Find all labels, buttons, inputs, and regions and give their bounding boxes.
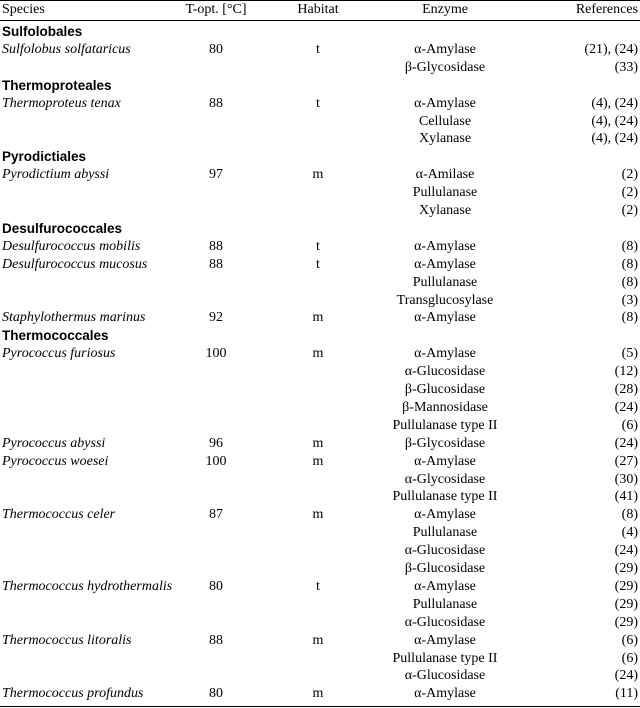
- references-cell: (11): [615, 686, 638, 702]
- group-row: [0, 327, 640, 345]
- references-cell: (33): [614, 59, 638, 75]
- references-cell: (2): [621, 167, 638, 183]
- enzyme-cell: β-Mannosidase: [402, 399, 488, 415]
- group-row: [0, 77, 640, 95]
- enzyme-cell: α-Amylase: [414, 453, 476, 469]
- habitat-cell: t: [316, 578, 320, 594]
- species-cell: Thermococcus profundus: [2, 686, 144, 702]
- habitat-cell: t: [316, 95, 320, 111]
- table-row: [0, 506, 640, 524]
- header-topt: T-opt. [°C]: [185, 2, 247, 17]
- header-rule: [0, 20, 640, 21]
- species-cell: Thermococcus celer: [2, 507, 116, 523]
- species-cell: Staphylothermus marinus: [2, 310, 146, 326]
- references-cell: (29): [614, 578, 638, 594]
- table-row: [0, 578, 640, 596]
- topt-cell: 96: [209, 435, 223, 451]
- references-cell: (3): [621, 292, 638, 308]
- references-cell: (29): [614, 561, 638, 576]
- habitat-cell: m: [312, 167, 324, 183]
- table-row: [0, 345, 640, 363]
- topt-cell: 100: [205, 346, 227, 362]
- enzyme-cell: α-Amylase: [414, 632, 476, 648]
- enzyme-cell: Xylanase: [418, 131, 472, 147]
- references-cell: (21), (24): [584, 41, 638, 57]
- table-row: [0, 184, 640, 202]
- references-cell: (24): [614, 543, 638, 559]
- enzyme-cell: α-Glucosidase: [404, 668, 486, 684]
- species-cell: Pyrodictium abyssi: [2, 167, 110, 183]
- references-cell: (29): [614, 596, 638, 612]
- table-row: [0, 166, 640, 184]
- references-cell: (2): [621, 185, 638, 201]
- topt-cell: 80: [209, 41, 223, 57]
- enzyme-cell: α-Amilase: [415, 167, 475, 183]
- enzyme-cell: α-Amylase: [414, 310, 476, 326]
- enzyme-cell: Pullulanase: [412, 525, 478, 541]
- table-row: [0, 471, 640, 489]
- enzyme-cell: Pullulanase type II: [392, 417, 498, 433]
- habitat-cell: m: [312, 310, 324, 326]
- references-cell: (4): [621, 525, 638, 541]
- table-row: [0, 667, 640, 685]
- habitat-cell: m: [312, 632, 324, 648]
- topt-cell: 87: [209, 507, 223, 523]
- references-cell: (30): [614, 471, 638, 487]
- species-cell: Thermococcus litoralis: [2, 632, 132, 648]
- references-cell: (5): [621, 346, 638, 362]
- habitat-cell: m: [312, 686, 324, 702]
- enzyme-cell: Pullulanase type II: [392, 650, 498, 666]
- table-row: [0, 309, 640, 327]
- header-row: [0, 1, 640, 19]
- enzyme-cell: α-Glucosidase: [404, 364, 486, 380]
- enzyme-cell: Pullulanase: [412, 274, 478, 290]
- habitat-cell: m: [312, 507, 324, 523]
- enzyme-cell: Transglucosylase: [396, 292, 494, 308]
- enzyme-cell: α-Glucosidase: [404, 543, 486, 559]
- enzyme-cell: α-Amylase: [414, 41, 476, 57]
- species-cell: Pyrococcus abyssi: [2, 435, 106, 451]
- references-cell: (6): [621, 417, 638, 433]
- references-cell: (4), (24): [591, 131, 638, 147]
- topt-cell: 97: [209, 167, 223, 183]
- table-row: [0, 488, 640, 506]
- references-cell: (4), (24): [591, 95, 638, 111]
- species-cell: Desulfurococcus mucosus: [2, 256, 148, 272]
- habitat-cell: t: [316, 238, 320, 254]
- header-references: References: [575, 2, 638, 17]
- habitat-cell: m: [312, 453, 324, 469]
- enzyme-cell: α-Amylase: [414, 507, 476, 523]
- enzyme-cell: α-Amylase: [414, 95, 476, 111]
- references-cell: (24): [614, 668, 638, 684]
- group-label: Thermoproteales: [2, 77, 112, 93]
- table-row: [0, 274, 640, 292]
- table-row: [0, 417, 640, 435]
- topt-cell: 100: [205, 453, 227, 469]
- table-row: [0, 560, 640, 578]
- table-row: [0, 632, 640, 650]
- topt-cell: 88: [209, 632, 223, 648]
- references-cell: (28): [614, 382, 638, 397]
- table-row: [0, 381, 640, 399]
- habitat-cell: m: [312, 346, 324, 362]
- habitat-cell: t: [316, 41, 320, 57]
- references-cell: (24): [614, 435, 638, 451]
- table-row: [0, 130, 640, 148]
- group-label: Desulfurococcales: [2, 220, 123, 236]
- species-cell: Pyrococcus furiosus: [2, 346, 116, 362]
- table-row: [0, 453, 640, 471]
- topt-cell: 88: [209, 256, 223, 272]
- species-cell: Thermococcus hydrothermalis: [2, 578, 173, 594]
- topt-cell: 92: [209, 310, 223, 326]
- enzyme-cell: α-Glycosidase: [404, 471, 486, 487]
- topt-cell: 80: [209, 578, 223, 594]
- enzyme-cell: Pullulanase: [412, 596, 478, 612]
- species-cell: Sulfolobus solfataricus: [2, 41, 131, 57]
- table-row: [0, 113, 640, 131]
- bottom-rule: [0, 706, 640, 707]
- references-cell: (24): [614, 399, 638, 415]
- table-row: [0, 542, 640, 560]
- topt-cell: 88: [209, 95, 223, 111]
- table-row: [0, 685, 640, 703]
- species-cell: Thermoproteus tenax: [2, 95, 121, 111]
- references-cell: (41): [614, 489, 638, 505]
- enzyme-cell: β-Glucosidase: [404, 561, 486, 576]
- enzyme-cell: Pullulanase: [412, 185, 478, 201]
- enzyme-cell: α-Glucosidase: [404, 614, 486, 630]
- references-cell: (8): [621, 507, 638, 523]
- enzyme-cell: Xylanase: [418, 203, 472, 218]
- table-row: [0, 95, 640, 113]
- references-cell: (8): [621, 256, 638, 272]
- table-row: [0, 238, 640, 256]
- references-cell: (8): [621, 238, 638, 254]
- table-row: [0, 41, 640, 59]
- habitat-cell: t: [316, 256, 320, 272]
- topt-cell: 88: [209, 238, 223, 254]
- enzyme-cell: α-Amylase: [414, 238, 476, 254]
- references-cell: (2): [621, 203, 638, 218]
- table-row: [0, 399, 640, 417]
- header-enzyme: Enzyme: [422, 2, 468, 17]
- enzyme-cell: β-Glucosidase: [404, 382, 486, 397]
- table-row: [0, 292, 640, 310]
- group-row: [0, 148, 640, 166]
- header-species: Species: [2, 2, 45, 17]
- group-row: [0, 23, 640, 41]
- references-cell: (29): [614, 614, 638, 630]
- table-row: [0, 363, 640, 381]
- group-label: Sulfolobales: [2, 24, 83, 39]
- references-cell: (6): [621, 632, 638, 648]
- species-cell: Desulfurococcus mobilis: [2, 238, 141, 254]
- group-label: Pyrodictiales: [2, 149, 87, 165]
- enzyme-cell: β-Glycosidase: [404, 435, 486, 451]
- enzyme-cell: Pullulanase type II: [392, 489, 498, 505]
- enzyme-cell: α-Amylase: [414, 578, 476, 594]
- enzyme-cell: α-Amylase: [414, 256, 476, 272]
- references-cell: (8): [621, 274, 638, 290]
- references-cell: (27): [614, 453, 638, 469]
- species-cell: Pyrococcus woesei: [2, 453, 109, 469]
- table-row: [0, 59, 640, 77]
- references-cell: (12): [614, 364, 638, 380]
- table-row: [0, 256, 640, 274]
- table-row: [0, 524, 640, 542]
- table-row: [0, 202, 640, 220]
- table-row: [0, 614, 640, 632]
- group-label: Thermococcales: [2, 328, 109, 344]
- references-cell: (8): [621, 310, 638, 326]
- references-cell: (6): [621, 650, 638, 666]
- enzyme-cell: α-Amylase: [414, 346, 476, 362]
- topt-cell: 80: [209, 686, 223, 702]
- table-row: [0, 435, 640, 453]
- header-habitat: Habitat: [297, 2, 339, 17]
- table-row: [0, 596, 640, 614]
- references-cell: (4), (24): [591, 113, 638, 129]
- table-row: [0, 650, 640, 668]
- enzyme-cell: α-Amylase: [414, 686, 476, 702]
- habitat-cell: m: [312, 435, 324, 451]
- enzyme-cell: Cellulase: [418, 113, 472, 129]
- enzyme-cell: β-Glycosidase: [404, 59, 486, 75]
- group-row: [0, 220, 640, 238]
